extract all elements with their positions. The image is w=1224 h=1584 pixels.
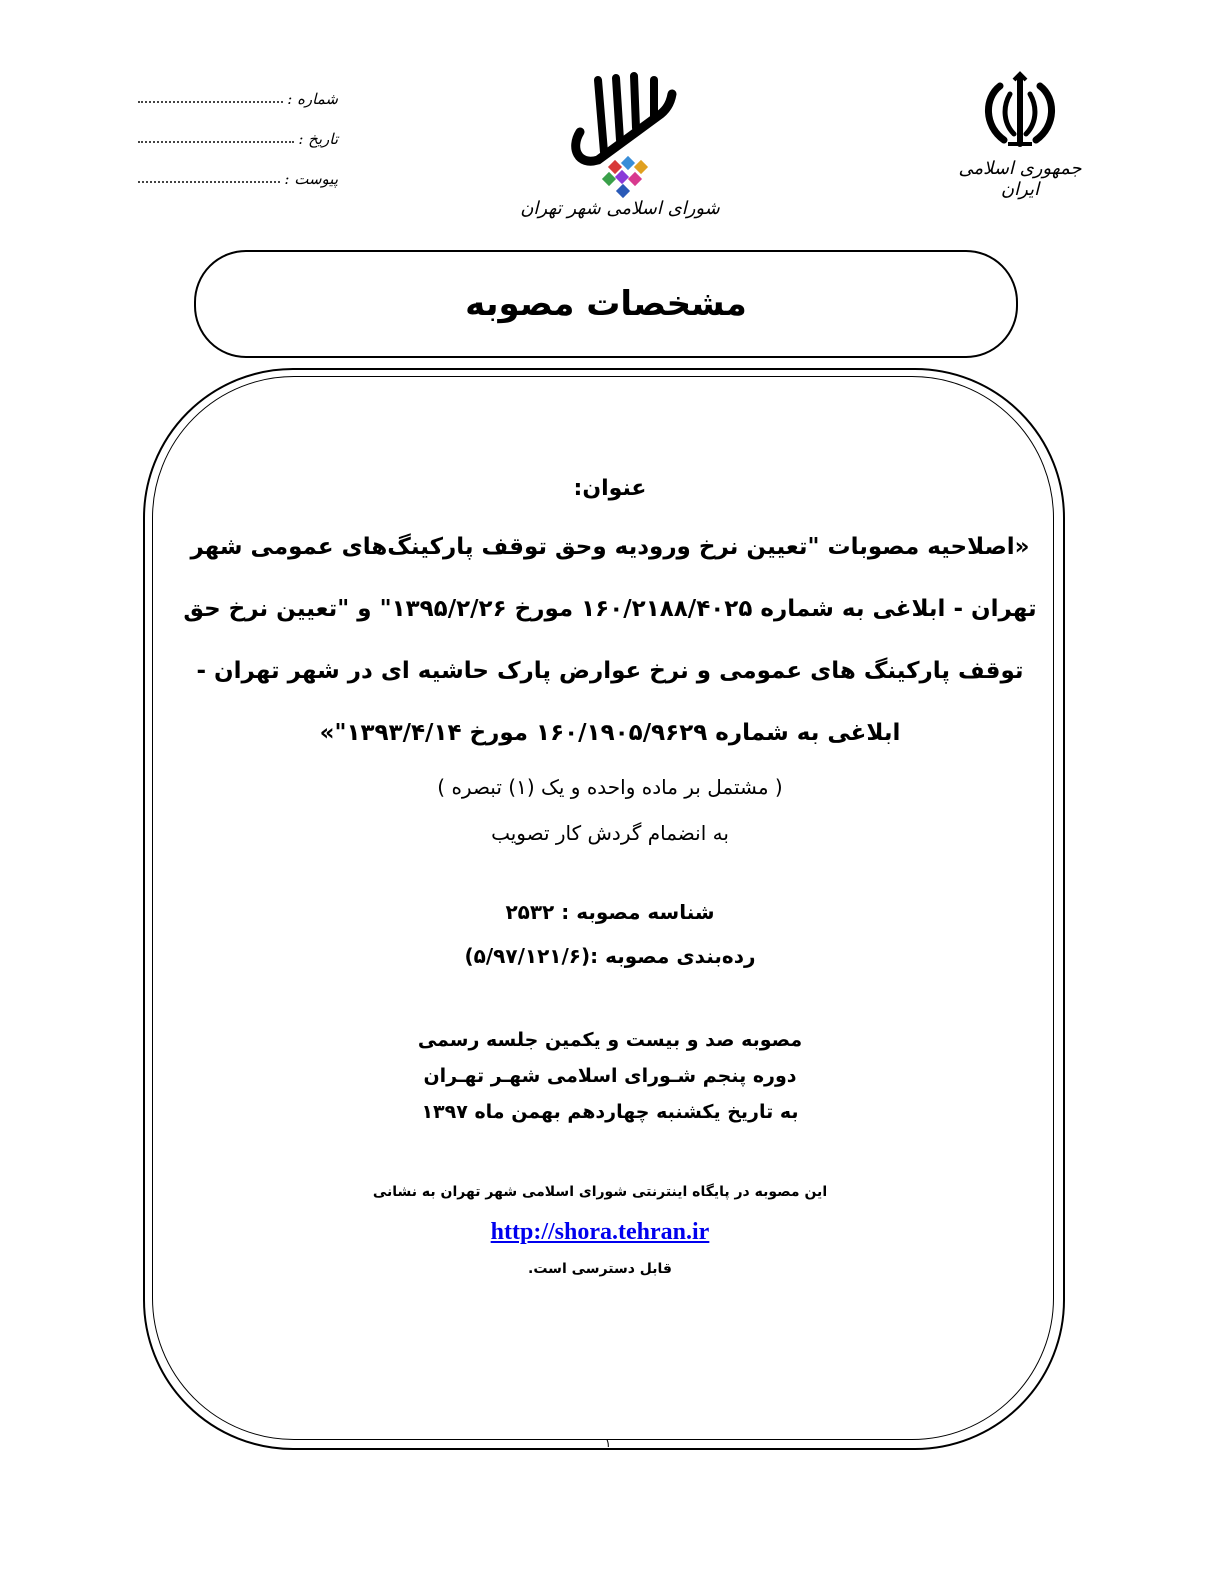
iran-emblem-icon — [978, 68, 1062, 152]
subject-line: «اصلاحیه مصوبات "تعیین نرخ ورودیه وحق توقف پارکینگ‌های عمومی شهر — [190, 534, 1030, 560]
subject-heading: عنوان: — [573, 476, 647, 501]
website-link[interactable]: http://shora.tehran.ir — [490, 1219, 710, 1245]
page-title: مشخصات مصوبه — [465, 284, 747, 324]
page-number: ۱ — [604, 1436, 612, 1450]
includes-note: ( مشتمل بر ماده واحده و یک (۱) تبصره ) — [437, 775, 783, 799]
content-body — [180, 470, 1040, 1130]
attachment-label: پیوست : — [284, 170, 338, 188]
date-dotted-line — [138, 141, 294, 143]
number-label: شماره : — [287, 90, 338, 108]
attachment-dotted-line — [138, 181, 280, 183]
subject-line: توقف پارکینگ های عمومی و نرخ عوارض پارک حاشیه ای در شهر تهران - — [196, 658, 1024, 684]
spacer — [180, 978, 1040, 1022]
session-line: مصوبه صد و بیست و یکمین جلسه رسمی — [417, 1029, 803, 1051]
spacer — [180, 856, 1040, 890]
number-field — [138, 86, 338, 108]
website-note-prefix: این مصوبه در پایگاه اینترنتی شورای اسلامی شهر تهران به نشانی — [372, 1184, 828, 1200]
number-dotted-line — [138, 101, 283, 103]
emblem-caption: جمهوری اسلامی ایران — [958, 158, 1082, 200]
attached-note: به انضمام گردش کار تصویب — [491, 821, 729, 845]
session-line: به تاریخ یکشنبه چهاردهم بهمن ماه ۱۳۹۷ — [421, 1101, 799, 1123]
title-box — [194, 250, 1018, 358]
website-note-suffix: قابل دسترسی است. — [528, 1261, 672, 1277]
date-field — [138, 126, 338, 148]
approval-id: شناسه مصوبه : ۲۵۳۲ — [505, 900, 715, 924]
date-label: تاریخ : — [298, 130, 338, 148]
website-note — [290, 1172, 910, 1283]
approval-classification: رده‌بندی مصوبه :(۵/۹۷/۱۲۱/۶) — [464, 944, 756, 968]
council-logo-caption: شورای اسلامی شهر تهران — [520, 198, 720, 219]
session-line: دوره پنجم شـورای اسلامی شهـر تهـران — [423, 1065, 797, 1087]
subject-line: تهران - ابلاغی به شماره ۱۶۰/۲۱۸۸/۴۰۲۵ مورخ ۱۳۹۵/۲/۲۶" و "تعیین نرخ حق — [183, 596, 1037, 622]
attachment-field — [138, 166, 338, 188]
tehran-council-logo-icon — [560, 70, 690, 200]
subject-line: ابلاغی به شماره ۱۶۰/۱۹۰۵/۹۶۲۹ مورخ ۱۳۹۳/۴/۱۴"» — [319, 720, 901, 746]
